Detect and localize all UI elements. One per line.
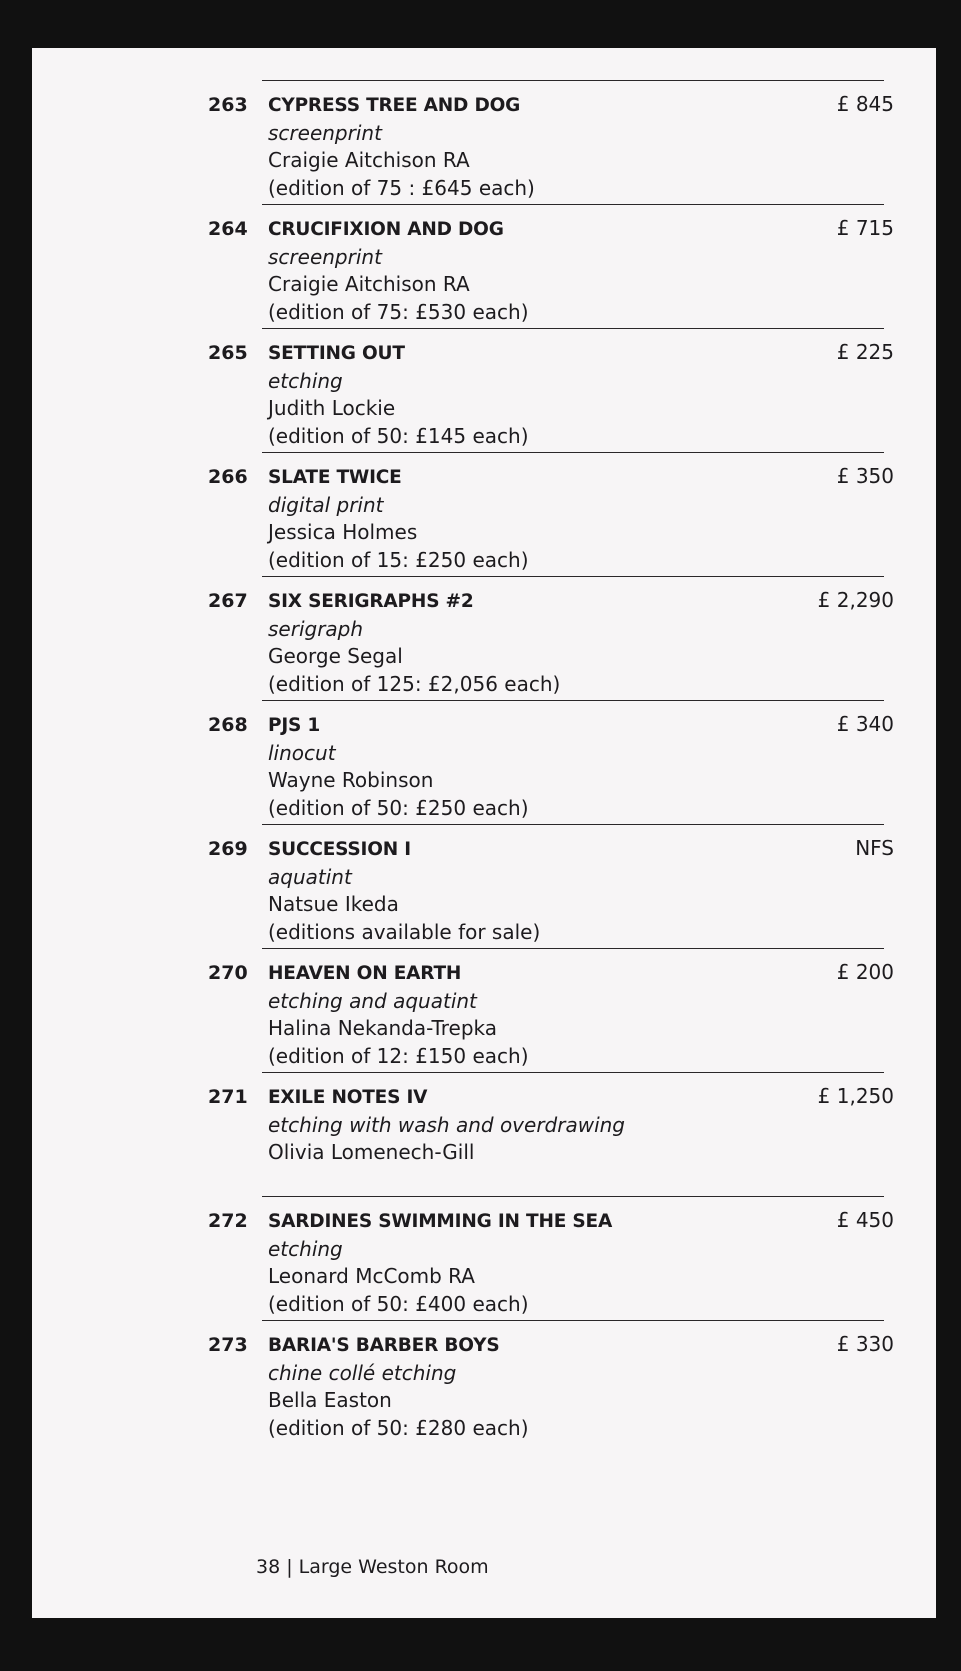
entry-number: 268	[208, 714, 248, 736]
entry-rule	[262, 948, 884, 949]
entry-edition: (edition of 15: £250 each)	[268, 547, 529, 572]
catalogue-entry	[32, 452, 936, 576]
entry-rule	[262, 1196, 884, 1197]
entry-edition: (edition of 75: £530 each)	[268, 299, 529, 324]
entry-number: 272	[208, 1210, 248, 1232]
entry-medium: etching and aquatint	[268, 988, 477, 1013]
entry-medium: digital print	[268, 492, 384, 517]
page-footer: 38 | Large Weston Room	[256, 1556, 489, 1578]
catalogue-entry	[32, 1320, 936, 1444]
catalogue-entry	[32, 328, 936, 452]
catalogue-entry	[32, 700, 936, 824]
entry-price: £ 225	[836, 340, 894, 364]
entry-title: CYPRESS TREE AND DOG	[268, 95, 521, 116]
entry-title: SARDINES SWIMMING IN THE SEA	[268, 1211, 613, 1232]
catalogue-page	[32, 48, 936, 1618]
entry-artist: Craigie Aitchison RA	[268, 272, 470, 296]
entry-number: 264	[208, 218, 248, 240]
entry-price: £ 340	[836, 712, 894, 736]
entry-title: SUCCESSION I	[268, 839, 411, 860]
entry-number: 266	[208, 466, 248, 488]
catalogue-entry	[32, 1072, 936, 1196]
entry-edition: (edition of 50: £250 each)	[268, 795, 529, 820]
entry-price: £ 715	[836, 216, 894, 240]
entry-medium: chine collé etching	[268, 1360, 457, 1385]
entry-number: 270	[208, 962, 248, 984]
entry-title: PJS 1	[268, 715, 321, 736]
entry-title: SLATE TWICE	[268, 467, 402, 488]
catalogue-entry	[32, 824, 936, 948]
entry-medium: linocut	[268, 740, 336, 765]
entry-title: EXILE NOTES IV	[268, 1087, 428, 1108]
entry-price: £ 845	[836, 92, 894, 116]
entry-title: SETTING OUT	[268, 343, 405, 364]
entry-edition: (edition of 12: £150 each)	[268, 1043, 529, 1068]
entry-rule	[262, 204, 884, 205]
entry-number: 273	[208, 1334, 248, 1356]
entry-artist: Halina Nekanda-Trepka	[268, 1016, 498, 1040]
entry-artist: Natsue Ikeda	[268, 892, 399, 916]
entry-price: £ 200	[836, 960, 894, 984]
entry-medium: aquatint	[268, 864, 352, 889]
entry-title: BARIA'S BARBER BOYS	[268, 1335, 500, 1356]
catalogue-entry	[32, 80, 936, 204]
entry-number: 269	[208, 838, 248, 860]
entry-title: CRUCIFIXION AND DOG	[268, 219, 504, 240]
catalogue-entry	[32, 948, 936, 1072]
entry-price: £ 350	[836, 464, 894, 488]
entry-number: 267	[208, 590, 248, 612]
entry-rule	[262, 576, 884, 577]
entry-artist: Wayne Robinson	[268, 768, 434, 792]
entry-title: HEAVEN ON EARTH	[268, 963, 462, 984]
entry-artist: George Segal	[268, 644, 403, 668]
entry-medium: etching	[268, 368, 343, 393]
entry-rule	[262, 328, 884, 329]
catalogue-entry	[32, 576, 936, 700]
entry-price: NFS	[855, 836, 894, 860]
entry-artist: Jessica Holmes	[268, 520, 418, 544]
entry-edition: (edition of 50: £145 each)	[268, 423, 529, 448]
entry-price: £ 450	[836, 1208, 894, 1232]
entry-medium: etching with wash and overdrawing	[268, 1112, 626, 1137]
entry-medium: screenprint	[268, 244, 382, 269]
entry-artist: Olivia Lomenech-Gill	[268, 1140, 475, 1164]
entry-title: SIX SERIGRAPHS #2	[268, 591, 474, 612]
entry-number: 271	[208, 1086, 248, 1108]
entry-price: £ 1,250	[817, 1084, 894, 1108]
entry-rule	[262, 824, 884, 825]
entry-edition: (edition of 125: £2,056 each)	[268, 671, 561, 696]
entry-rule	[262, 80, 884, 81]
catalogue-entry	[32, 1196, 936, 1320]
entry-rule	[262, 452, 884, 453]
entry-medium: screenprint	[268, 120, 382, 145]
entry-edition: (edition of 50: £280 each)	[268, 1415, 529, 1440]
catalogue-entry	[32, 204, 936, 328]
entry-edition: (edition of 50: £400 each)	[268, 1291, 529, 1316]
entry-edition: (edition of 75 : £645 each)	[268, 175, 535, 200]
entry-artist: Leonard McComb RA	[268, 1264, 475, 1288]
entry-artist: Craigie Aitchison RA	[268, 148, 470, 172]
entry-price: £ 2,290	[817, 588, 894, 612]
entry-artist: Bella Easton	[268, 1388, 392, 1412]
entry-rule	[262, 700, 884, 701]
entry-number: 263	[208, 94, 248, 116]
entry-price: £ 330	[836, 1332, 894, 1356]
entry-artist: Judith Lockie	[268, 396, 396, 420]
entry-medium: serigraph	[268, 616, 364, 641]
entry-rule	[262, 1072, 884, 1073]
entry-medium: etching	[268, 1236, 343, 1261]
entry-edition: (editions available for sale)	[268, 919, 541, 944]
entry-rule	[262, 1320, 884, 1321]
entry-number: 265	[208, 342, 248, 364]
